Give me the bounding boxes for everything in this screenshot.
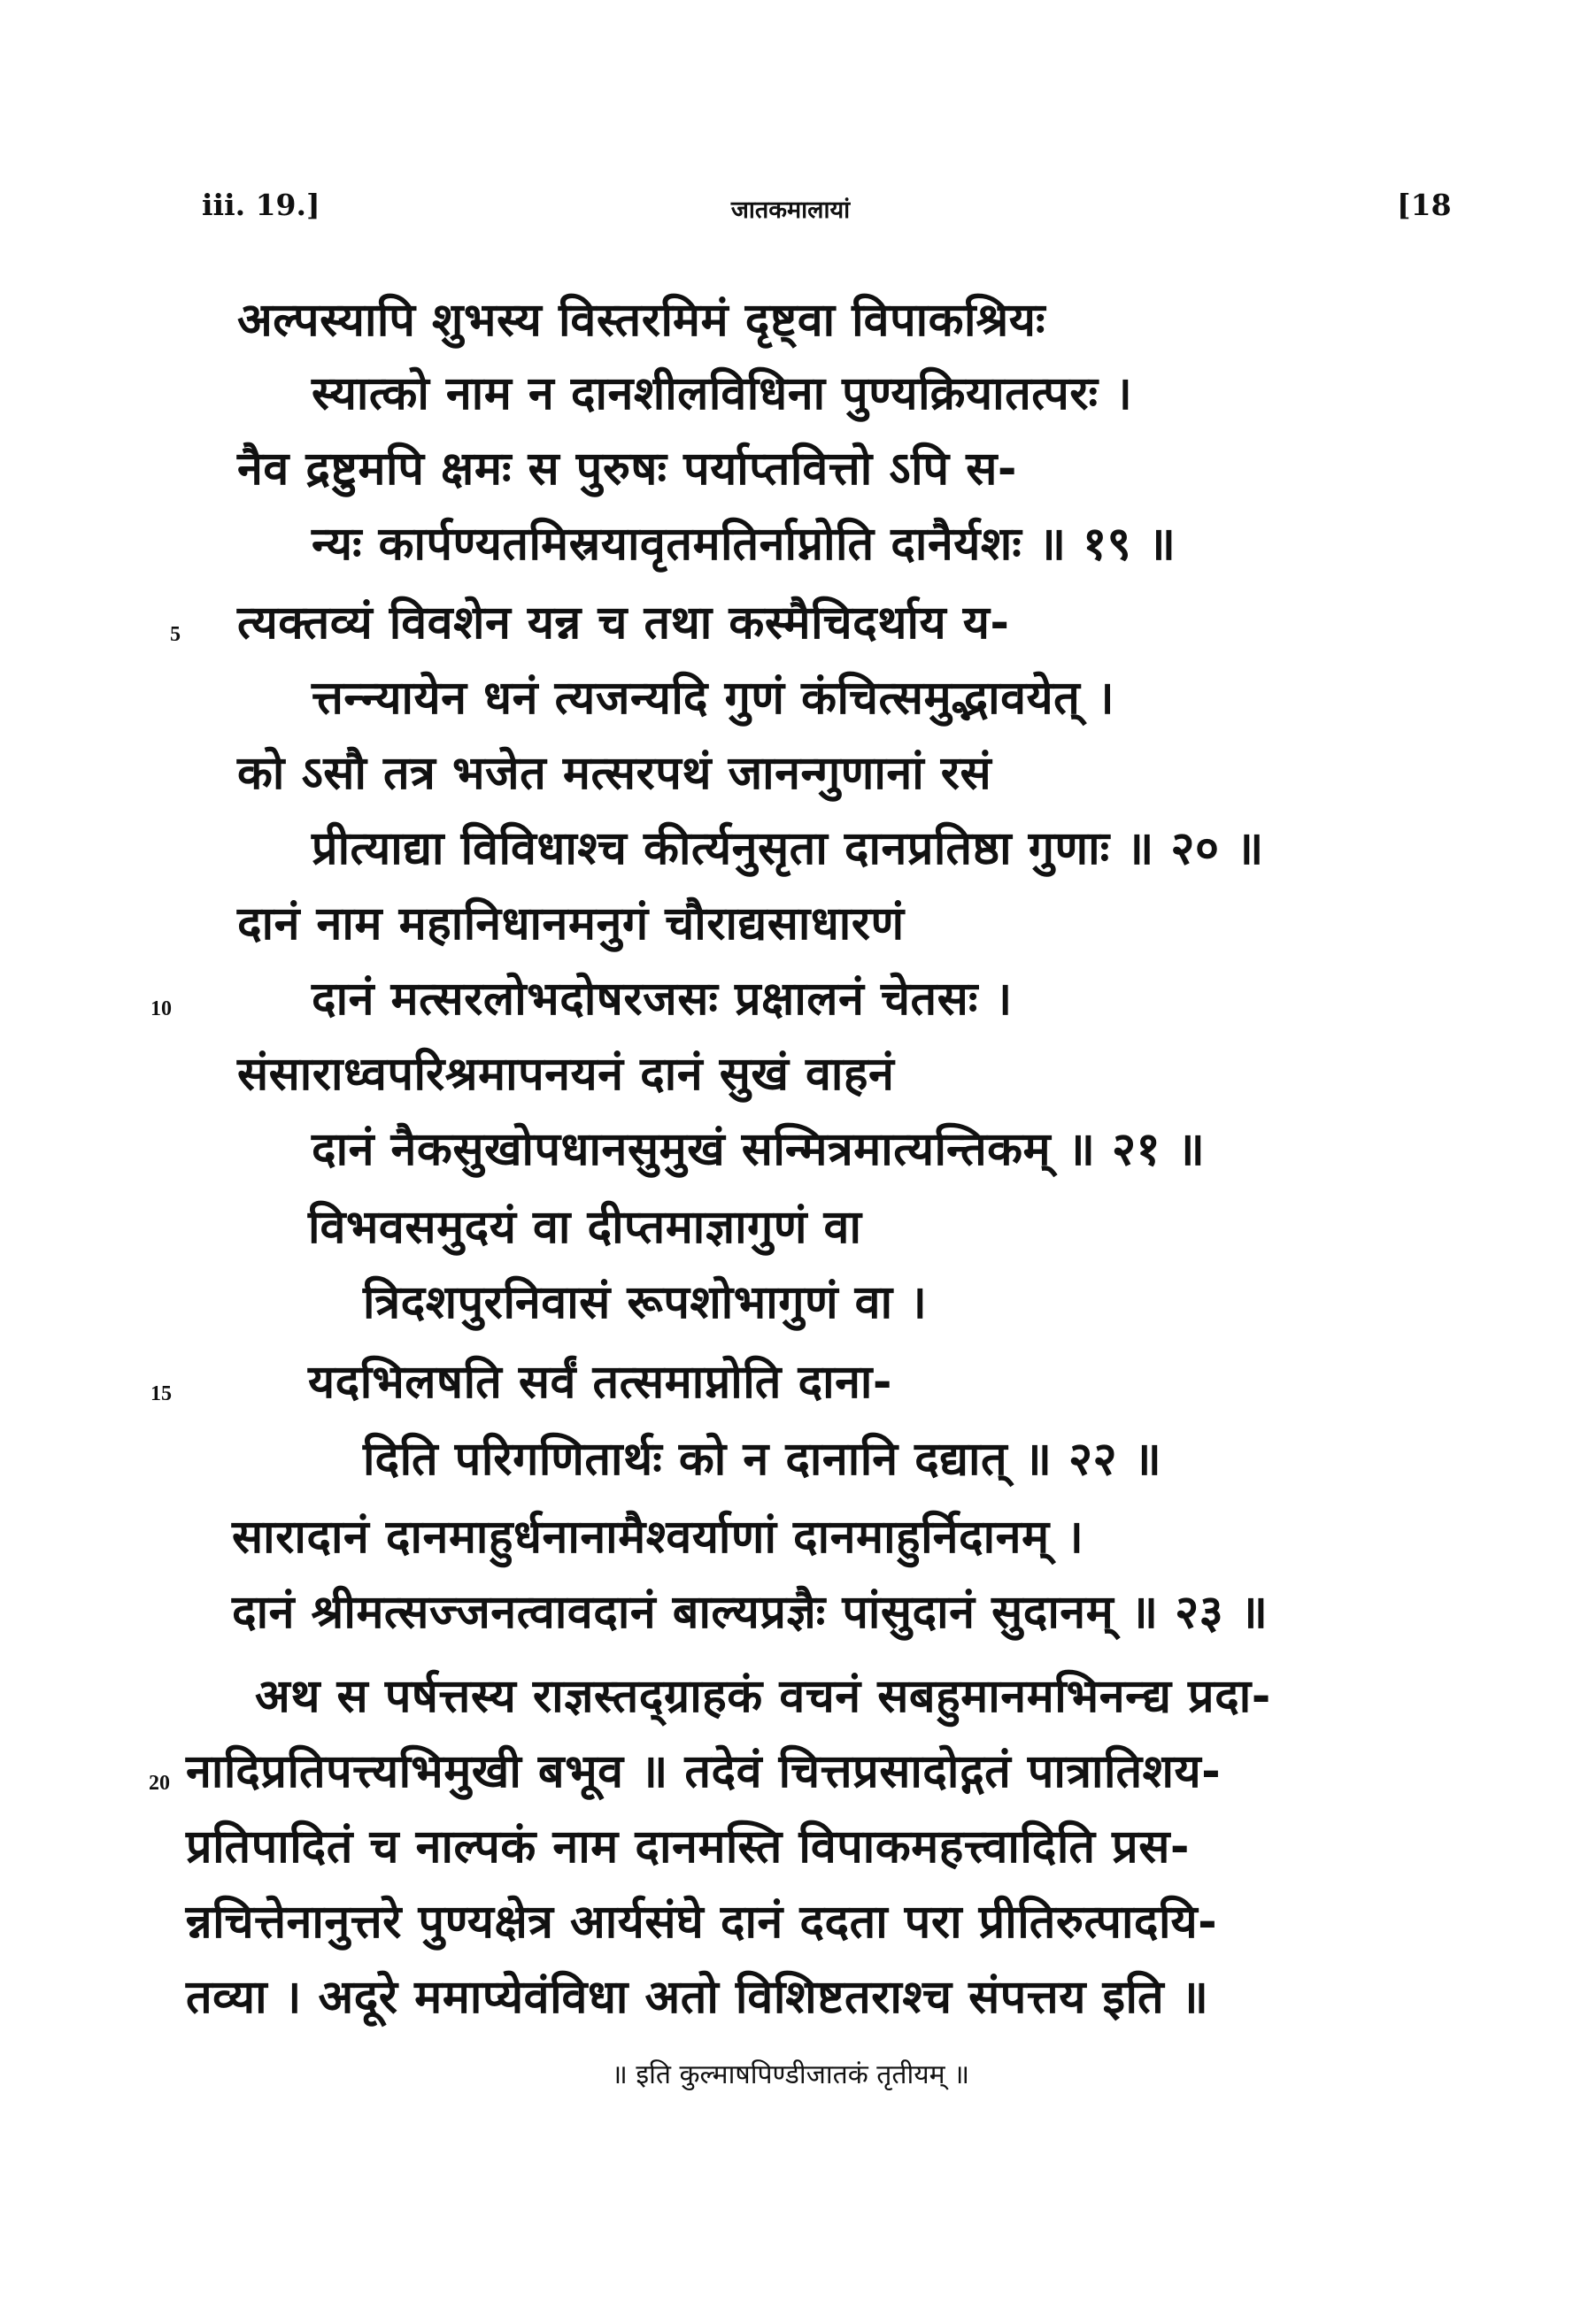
text-line-14: त्रिदशपुरनिवासं रूपशोभागुणं वा । [363, 1276, 928, 1329]
text-line-9: दानं नाम महानिधानमनुगं चौराद्यसाधारणं [237, 897, 905, 950]
text-line-3: नैव द्रष्टुमपि क्षमः स पुरुषः पर्याप्तवित्तो ऽपि स- [237, 442, 1017, 496]
text-line-13: विभवसमुदयं वा दीप्तमाज्ञागुणं वा [308, 1201, 862, 1254]
line-number-5: 5 [170, 623, 181, 646]
running-title: जातकमालायां [730, 196, 851, 224]
text-line-7: को ऽसौ तत्र भजेत मत्सरपथं जानन्गुणानां रसं [237, 747, 992, 800]
text-line-11: संसाराध्वपरिश्रमापनयनं दानं सुखं वाहनं [237, 1048, 895, 1101]
text-line-4: न्यः कार्पण्यतमिस्रयावृतमतिर्नाप्नोति दानैर्यशः ॥ १९ ॥ [312, 518, 1176, 571]
text-line-23: तव्या । अदूरे ममाप्येवंविधा अतो विशिष्टतराश्च संपत्तय इति ॥ [186, 1971, 1209, 2024]
text-line-1: अल्पस्यापि शुभस्य विस्तरमिमं दृष्ट्वा विपाकश्रियः [237, 294, 1045, 347]
text-line-16: दिति परिगणितार्थः को न दानानि दद्यात् ॥ २२ ॥ [363, 1433, 1162, 1486]
text-line-21: प्रतिपादितं च नाल्पकं नाम दानमस्ति विपाकमहत्त्वादिति प्रस- [186, 1820, 1190, 1874]
line-number-20: 20 [149, 1772, 170, 1795]
text-line-17: सारादानं दानमाहुर्धनानामैश्वर्याणां दानमाहुर्निदानम् । [232, 1511, 1084, 1564]
page-reference: iii. 19.] [202, 188, 320, 222]
text-line-22: न्नचित्तेनानुत्तरे पुण्यक्षेत्र आर्यसंघे दानं ददता परा प्रीतिरुत्पादयि- [186, 1896, 1218, 1949]
text-line-12: दानं नैकसुखोपधानसुमुखं सन्मित्रमात्यन्तिकम् ॥ २१ ॥ [312, 1123, 1206, 1176]
text-line-2: स्यात्को नाम न दानशीलविधिना पुण्यक्रियातत्परः । [312, 367, 1133, 420]
text-line-18: दानं श्रीमत्सज्जनत्वावदानं बाल्यप्रज्ञैः पांसुदानं सुदानम् ॥ २३ ॥ [232, 1586, 1269, 1639]
text-line-19: अथ स पर्षत्तस्य राज्ञस्तद्ग्राहकं वचनं सबहुमानमभिनन्द्य प्रदा- [255, 1670, 1271, 1723]
text-line-10: दानं मत्सरलोभदोषरजसः प्रक्षालनं चेतसः । [312, 973, 1013, 1026]
line-number-15: 15 [150, 1382, 172, 1405]
text-line-20: नादिप्रतिपत्त्यभिमुखी बभूव ॥ तदेवं चित्तप्रसादोद्गतं पात्रातिशय- [186, 1745, 1222, 1798]
text-line-5: त्यक्तव्यं विवशेन यन्न च तथा कस्मैचिदर्थाय य- [237, 596, 1010, 650]
line-number-10: 10 [150, 997, 172, 1020]
colophon: ॥ इति कुल्माषपिण्डीजातकं तृतीयम् ॥ [611, 2059, 970, 2090]
page-number: [18 [1397, 188, 1452, 222]
text-line-6: त्तन्न्यायेन धनं त्यजन्यदि गुणं कंचित्समुद्भावयेत् । [312, 672, 1115, 725]
text-line-8: प्रीत्याद्या विविधाश्च कीर्त्यनुसृता दानप्रतिष्ठा गुणाः ॥ २० ॥ [312, 822, 1264, 875]
text-line-15: यदभिलषति सर्वं तत्समाप्नोति दाना- [308, 1356, 892, 1409]
